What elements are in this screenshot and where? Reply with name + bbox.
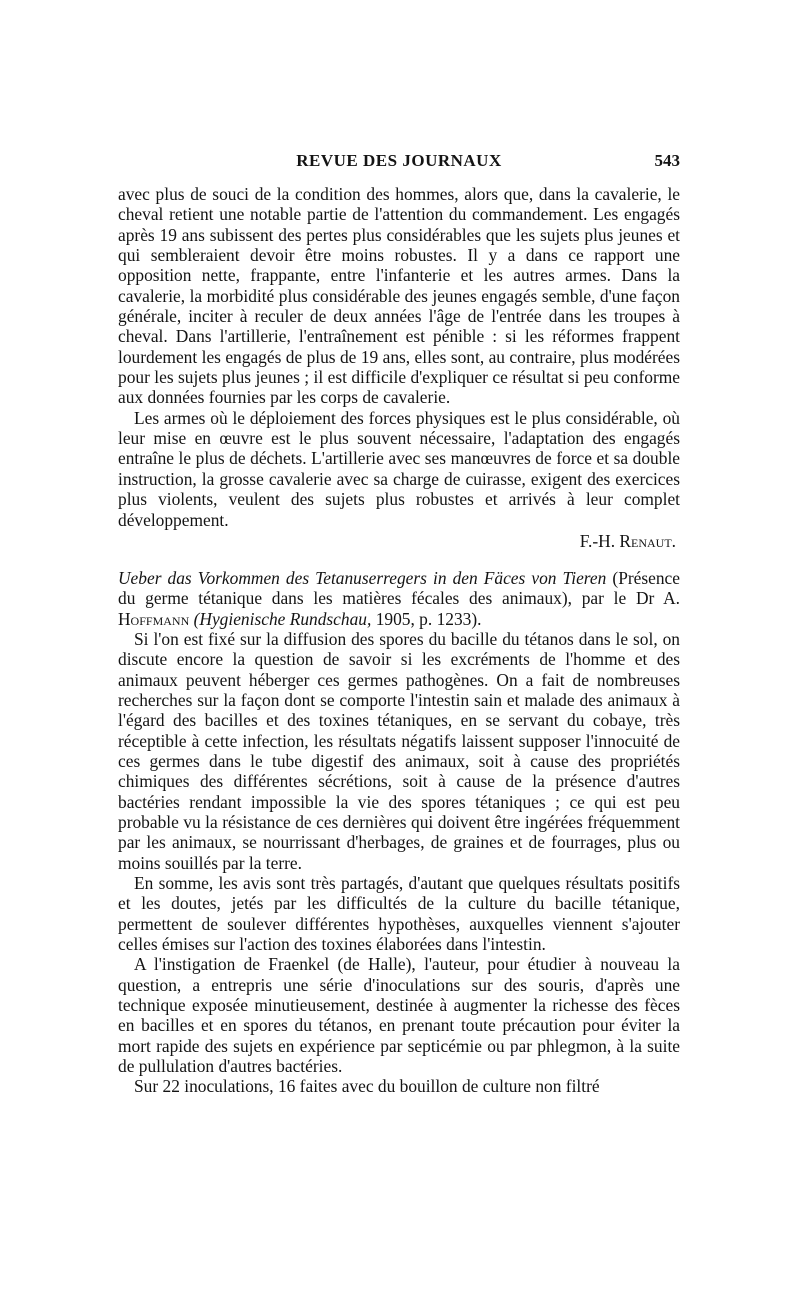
paragraph: avec plus de souci de la condition des hommes, alors que, dans la cavalerie, le cheval retient une notable partie de l'attention du commandement. Les engagés après 19 ans subissent des pertes plus considérables que les sujets plus jeunes et qui sembleraient devoir être moins robustes. Il y a dans ce rapport une opposition nette, frappante, entre l'infanterie et les autres armes. Dans la cavalerie, la morbidité plus considérable des jeunes engagés semble, d'une façon générale, inciter à reculer de deux années l'âge de l'entrée dans les troupes à cheval. Dans l'artillerie, l'entraînement est pénible : si les réformes frappent lourdement les engagés de plus de 19 ans, elles sont, au contraire, plus modérées pour les sujets plus jeunes ; il est difficile d'expliquer ce résultat si peu conforme aux données fournies par les corps de cavalerie.	[118, 184, 680, 408]
author-signature: F.-H. Renaut.	[579, 530, 676, 551]
paragraph: Si l'on est fixé sur la diffusion des spores du bacille du tétanos dans le sol, on discute encore la question de savoir si les excréments de l'homme et des animaux peuvent héberger ces germes pathogènes. On a fait de nombreuses recherches sur la façon dont se comporte l'intestin sain et malade des animaux à l'égard des bacilles et des toxines tétaniques, en se servant du cobaye, très réceptible à cette infection, les résultats négatifs laissent supposer l'innocuité de ces germes dans le tube digestif des animaux, soit à cause des propriétés chimiques des différentes sécrétions, soit à cause de la présence d'autres bactéries rendant impossible la vie des spores tétaniques ; ce qui est peu probable vu la résistance de ces dernières qui doivent être ingérées fréquemment par les animaux, se nourrissant d'herbages, de graines et de fourrages, plus ou moins souillés par la terre.	[118, 628, 680, 873]
citation: 1905, p. 1233).	[375, 608, 482, 629]
running-title: REVUE DES JOURNAUX	[296, 151, 502, 170]
paragraph: Sur 22 inoculations, 16 faites avec du bouillon de culture non filtré	[134, 1076, 600, 1097]
french-title: (Présence du germe tétanique dans les matières fécales des animaux), par le	[118, 567, 680, 609]
author-prefix: Dr A.	[635, 588, 680, 609]
journal-name: (Hygienische Rundschau,	[193, 608, 372, 629]
paragraph: A l'instigation de Fraenkel (de Halle), l'auteur, pour étudier à nouveau la question, a entrepris une série d'inoculations sur des souris, d'après une technique exposée minutieusement, destinée à augmenter la richesse des fèces en bacilles et en spores du tétanos, en prenant toute précaution pour éviter la mort rapide des sujets en expérience par septicémie ou par phlegmon, à la suite de pullulation d'autres bactéries.	[118, 954, 680, 1077]
running-header	[118, 151, 680, 175]
section-gap	[118, 552, 680, 568]
review-heading	[118, 568, 680, 629]
body-text	[118, 184, 680, 1097]
german-title: Ueber das Vorkommen des Tetanuserregers in den Fäces von Tieren	[118, 567, 607, 588]
page-number: 543	[654, 151, 680, 170]
author-name: Hoffmann	[118, 608, 190, 629]
paragraph: Les armes où le déploiement des forces physiques est le plus considérable, où leur mise en œuvre est le plus souvent nécessaire, l'adaptation des engagés entraîne le plus de déchets. L'artillerie avec ses manœuvres de force et sa double instruction, la grosse cavalerie avec sa charge de cuirasse, exigent des exercices plus violents, veulent des sujets plus robustes et arrivés à leur complet développement.	[118, 407, 680, 530]
paragraph: En somme, les avis sont très partagés, d'autant que quelques résultats positifs et les doutes, jetés par les difficultés de la culture du bacille tétanique, permettent de soulever différentes hypothèses, auxquelles viennent s'ajouter celles émises sur l'action des toxines élaborées dans l'intestin.	[118, 873, 680, 955]
